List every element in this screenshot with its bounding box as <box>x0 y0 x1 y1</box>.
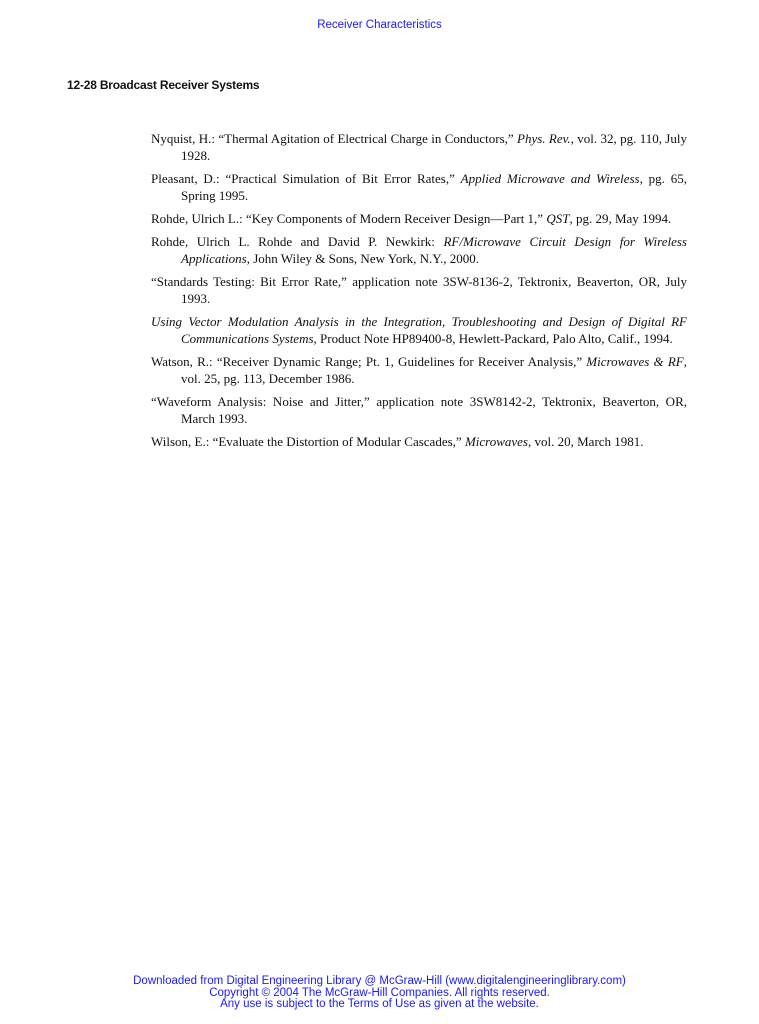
footer-copyright-link[interactable]: Copyright © 2004 The McGraw-Hill Companies. All rights reserved. <box>209 986 550 999</box>
reference-item: Pleasant, D.: “Practical Simulation of Bit Error Rates,” Applied Microwave and Wireless, pg. 65, Spring 1995. <box>151 171 687 203</box>
reference-item: “Waveform Analysis: Noise and Jitter,” application note 3SW8142-2, Tektronix, Beaverton, OR, March 1993. <box>151 394 687 426</box>
reference-list <box>151 130 687 456</box>
reference-item: Nyquist, H.: “Thermal Agitation of Electrical Charge in Conductors,” Phys. Rev., vol. 32, pg. 110, July 1928. <box>151 131 687 163</box>
reference-item: “Standards Testing: Bit Error Rate,” application note 3SW-8136-2, Tektronix, Beaverton, OR, July 1993. <box>151 274 687 306</box>
reference-item: Using Vector Modulation Analysis in the Integration, Troubleshooting and Design of Digital RF Communications Systems, Product Note HP89400-8, Hewlett-Packard, Palo Alto, Calif., 1994. <box>151 314 687 346</box>
running-head: 12-28 Broadcast Receiver Systems <box>67 78 260 92</box>
footer <box>0 976 759 1011</box>
footer-terms-link[interactable]: Any use is subject to the Terms of Use as given at the website. <box>220 998 539 1010</box>
reference-item: Rohde, Ulrich L. Rohde and David P. Newkirk: RF/Microwave Circuit Design for Wireless Applications, John Wiley & Sons, New York, N.Y., 2000. <box>151 234 687 266</box>
chapter-link[interactable]: Receiver Characteristics <box>317 19 442 31</box>
footer-download-link[interactable]: Downloaded from Digital Engineering Library @ McGraw-Hill (www.digitalengineeringlibrary.com) <box>133 975 626 987</box>
reference-item: Watson, R.: “Receiver Dynamic Range; Pt. 1, Guidelines for Receiver Analysis,” Microwaves & RF, vol. 25, pg. 113, December 1986. <box>151 354 687 386</box>
reference-item: Wilson, E.: “Evaluate the Distortion of Modular Cascades,” Microwaves, vol. 20, March 1981. <box>151 434 644 449</box>
reference-item: Rohde, Ulrich L.: “Key Components of Modern Receiver Design—Part 1,” QST, pg. 29, May 1994. <box>151 211 672 226</box>
